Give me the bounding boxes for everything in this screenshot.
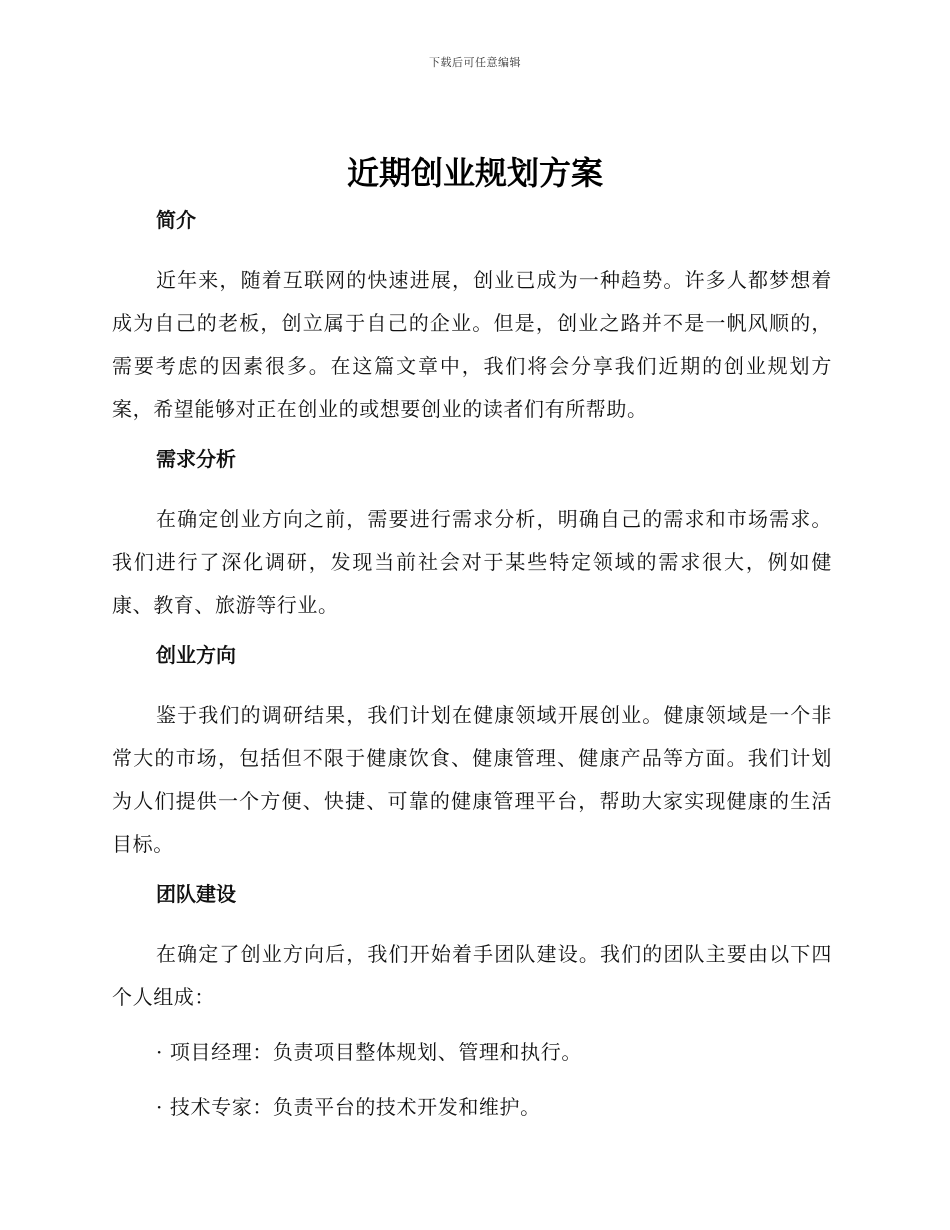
section-intro: [112, 204, 832, 431]
section-business-direction: [112, 639, 832, 866]
paragraph: 在确定创业方向之前，需要进行需求分析，明确自己的需求和市场需求。我们进行了深化调研，发现当前社会对于某些特定领域的需求很大，例如健康、教育、旅游等行业。: [112, 507, 832, 617]
header-note: 下载后可任意编辑: [429, 56, 521, 69]
bullet-item: · 技术专家：负责平台的技术开发和维护。: [156, 1095, 541, 1119]
paragraph: 鉴于我们的调研结果，我们计划在健康领域开展创业。健康领域是一个非常大的市场，包括但不限于健康饮食、健康管理、健康产品等方面。我们计划为人们提供一个方便、快捷、可靠的健康管理平台，帮助大家实现健康的生活目标。: [112, 703, 832, 856]
paragraph: 近年来，随着互联网的快速进展，创业已成为一种趋势。许多人都梦想着成为自己的老板，创立属于自己的企业。但是，创业之路并不是一帆风顺的，需要考虑的因素很多。在这篇文章中，我们将会分享我们近期的创业规划方案，希望能够对正在创业的或想要创业的读者们有所帮助。: [112, 268, 832, 421]
section-heading: 需求分析: [156, 447, 236, 471]
document-body: [112, 204, 832, 1141]
paragraph: 在确定了创业方向后，我们开始着手团队建设。我们的团队主要由以下四个人组成：: [112, 942, 832, 1009]
section-heading: 创业方向: [156, 643, 236, 667]
document-title: 近期创业规划方案: [346, 154, 603, 192]
section-needs-analysis: [112, 443, 832, 627]
bullet-item: · 项目经理：负责项目整体规划、管理和执行。: [156, 1040, 582, 1064]
section-heading: 团队建设: [156, 882, 236, 906]
section-team-building: [112, 878, 832, 1129]
section-heading: 简介: [156, 208, 196, 232]
